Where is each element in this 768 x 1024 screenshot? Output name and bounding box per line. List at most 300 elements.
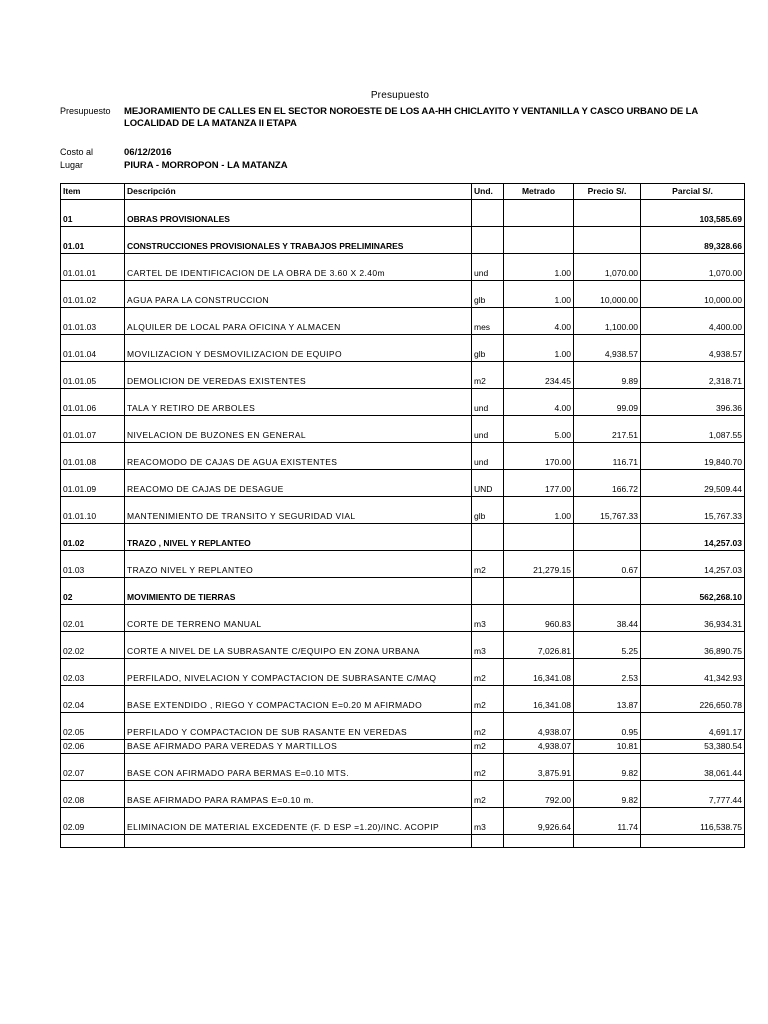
row-descripcion: MOVIMIENTO DE TIERRAS (125, 591, 472, 605)
empty-cell (574, 308, 641, 322)
empty-cell (641, 578, 745, 592)
empty-cell (61, 754, 125, 768)
row-item: 02.09 (61, 821, 125, 835)
empty-cell (61, 308, 125, 322)
spacer-row (61, 808, 745, 822)
lugar-label: Lugar (60, 160, 84, 170)
row-und: m2 (472, 740, 504, 754)
row-und: UND (472, 483, 504, 497)
row-und: und (472, 456, 504, 470)
row-item: 01.01.04 (61, 348, 125, 362)
empty-cell (574, 632, 641, 646)
empty-cell (641, 362, 745, 376)
table-row (61, 699, 745, 713)
empty-cell (641, 335, 745, 349)
empty-cell (61, 524, 125, 538)
row-metrado: 3,875.91 (504, 767, 574, 781)
row-und: m2 (472, 794, 504, 808)
empty-cell (125, 578, 472, 592)
empty-cell (125, 389, 472, 403)
costo-date: 06/12/2016 (124, 147, 172, 158)
spacer-row (61, 443, 745, 457)
empty-cell (574, 605, 641, 619)
row-precio: 9.82 (574, 767, 641, 781)
row-item: 02.07 (61, 767, 125, 781)
empty-cell (574, 551, 641, 565)
row-descripcion: DEMOLICION DE VEREDAS EXISTENTES (125, 375, 472, 389)
empty-cell (574, 713, 641, 727)
row-und: m2 (472, 699, 504, 713)
empty-cell (472, 227, 504, 241)
row-parcial: 7,777.44 (641, 794, 745, 808)
empty-cell (641, 551, 745, 565)
empty-cell (125, 362, 472, 376)
row-und: glb (472, 510, 504, 524)
table-row (61, 483, 745, 497)
empty-cell (125, 632, 472, 646)
empty-cell (61, 254, 125, 268)
empty-cell (125, 686, 472, 700)
row-metrado: 234.45 (504, 375, 574, 389)
empty-cell (125, 781, 472, 795)
row-descripcion: BASE AFIRMADO PARA VEREDAS Y MARTILLOS (125, 740, 472, 754)
row-descripcion: PERFILADO, NIVELACION Y COMPACTACION DE SUBRASANTE C/MAQ (125, 672, 472, 686)
empty-cell (472, 808, 504, 822)
row-metrado (504, 591, 574, 605)
empty-cell (472, 659, 504, 673)
spacer-row (61, 497, 745, 511)
row-item: 02.04 (61, 699, 125, 713)
col-header-precio: Precio S/. (574, 184, 641, 200)
empty-cell (125, 497, 472, 511)
row-precio: 166.72 (574, 483, 641, 497)
row-precio: 0.67 (574, 564, 641, 578)
empty-cell (472, 551, 504, 565)
row-und: glb (472, 348, 504, 362)
empty-cell (504, 632, 574, 646)
row-descripcion: NIVELACION DE BUZONES EN GENERAL (125, 429, 472, 443)
table-row (61, 429, 745, 443)
row-descripcion: OBRAS PROVISIONALES (125, 213, 472, 227)
table-row (61, 375, 745, 389)
table-row (61, 794, 745, 808)
row-precio: 116.71 (574, 456, 641, 470)
row-descripcion: CARTEL DE IDENTIFICACION DE LA OBRA DE 3.60 X 2.40m (125, 267, 472, 281)
empty-cell (61, 835, 125, 848)
empty-cell (61, 551, 125, 565)
empty-cell (472, 254, 504, 268)
empty-cell (504, 605, 574, 619)
row-metrado: 1.00 (504, 294, 574, 308)
spacer-row (61, 362, 745, 376)
empty-cell (641, 808, 745, 822)
row-metrado: 9,926.64 (504, 821, 574, 835)
spacer-row (61, 470, 745, 484)
lugar-value: PIURA - MORROPON - LA MATANZA (124, 160, 288, 171)
empty-cell (125, 470, 472, 484)
row-metrado: 4,938.07 (504, 740, 574, 754)
row-und: m2 (472, 767, 504, 781)
row-und: glb (472, 294, 504, 308)
empty-cell (504, 551, 574, 565)
empty-cell (125, 835, 472, 848)
row-und (472, 537, 504, 551)
row-descripcion: MOVILIZACION Y DESMOVILIZACION DE EQUIPO (125, 348, 472, 362)
row-precio: 15,767.33 (574, 510, 641, 524)
row-descripcion: REACOMODO DE CAJAS DE AGUA EXISTENTES (125, 456, 472, 470)
empty-cell (504, 835, 574, 848)
empty-cell (504, 254, 574, 268)
empty-cell (61, 686, 125, 700)
row-precio (574, 240, 641, 254)
empty-cell (641, 632, 745, 646)
empty-cell (504, 335, 574, 349)
col-header-descripcion: Descripción (125, 184, 472, 200)
row-metrado: 4,938.07 (504, 726, 574, 740)
row-parcial: 14,257.03 (641, 537, 745, 551)
empty-cell (574, 578, 641, 592)
row-descripcion: CORTE A NIVEL DE LA SUBRASANTE C/EQUIPO EN ZONA URBANA (125, 645, 472, 659)
empty-cell (574, 686, 641, 700)
row-descripcion: AGUA PARA LA CONSTRUCCION (125, 294, 472, 308)
spacer-row (61, 754, 745, 768)
empty-cell (61, 781, 125, 795)
empty-cell (472, 470, 504, 484)
empty-cell (504, 200, 574, 214)
empty-cell (574, 497, 641, 511)
row-precio: 99.09 (574, 402, 641, 416)
row-precio (574, 213, 641, 227)
row-item: 02.05 (61, 726, 125, 740)
empty-cell (472, 281, 504, 295)
empty-cell (574, 470, 641, 484)
empty-cell (472, 200, 504, 214)
empty-cell (61, 808, 125, 822)
spacer-row (61, 632, 745, 646)
spacer-row (61, 781, 745, 795)
table-row (61, 456, 745, 470)
row-parcial: 4,938.57 (641, 348, 745, 362)
empty-cell (472, 524, 504, 538)
section-row (61, 240, 745, 254)
empty-cell (574, 254, 641, 268)
row-parcial: 226,650.78 (641, 699, 745, 713)
row-item: 01.01.02 (61, 294, 125, 308)
spacer-row (61, 389, 745, 403)
row-metrado: 4.00 (504, 402, 574, 416)
row-metrado: 16,341.08 (504, 672, 574, 686)
row-und: mes (472, 321, 504, 335)
page-title: Presupuesto (370, 90, 430, 101)
empty-cell (61, 335, 125, 349)
row-parcial: 103,585.69 (641, 213, 745, 227)
empty-cell (574, 781, 641, 795)
table-header-row (61, 184, 745, 200)
row-und: und (472, 429, 504, 443)
empty-cell (125, 254, 472, 268)
empty-cell (641, 835, 745, 848)
empty-cell (504, 281, 574, 295)
empty-cell (61, 713, 125, 727)
empty-cell (125, 808, 472, 822)
table-row (61, 402, 745, 416)
budget-table (60, 183, 745, 848)
row-metrado: 792.00 (504, 794, 574, 808)
empty-cell (472, 781, 504, 795)
row-item: 01.01.09 (61, 483, 125, 497)
empty-cell (641, 497, 745, 511)
presupuesto-label: Presupuesto (60, 106, 111, 116)
row-parcial: 53,380.54 (641, 740, 745, 754)
empty-cell (472, 632, 504, 646)
row-parcial: 396.36 (641, 402, 745, 416)
empty-cell (574, 389, 641, 403)
empty-cell (641, 659, 745, 673)
col-header-item: Item (61, 184, 125, 200)
row-item: 01.01.07 (61, 429, 125, 443)
row-metrado: 5.00 (504, 429, 574, 443)
row-metrado: 1.00 (504, 348, 574, 362)
table-row (61, 821, 745, 835)
row-parcial: 10,000.00 (641, 294, 745, 308)
empty-cell (641, 781, 745, 795)
row-item: 02.08 (61, 794, 125, 808)
table-row (61, 510, 745, 524)
row-und: m2 (472, 726, 504, 740)
empty-cell (472, 389, 504, 403)
row-precio: 5.25 (574, 645, 641, 659)
empty-cell (61, 281, 125, 295)
empty-cell (504, 754, 574, 768)
empty-cell (574, 200, 641, 214)
row-descripcion: BASE AFIRMADO PARA RAMPAS E=0.10 m. (125, 794, 472, 808)
row-metrado: 1.00 (504, 267, 574, 281)
empty-cell (472, 308, 504, 322)
row-descripcion: BASE CON AFIRMADO PARA BERMAS E=0.10 MTS. (125, 767, 472, 781)
empty-cell (574, 281, 641, 295)
col-header-parcial: Parcial S/. (641, 184, 745, 200)
empty-cell (472, 754, 504, 768)
empty-cell (472, 497, 504, 511)
row-precio (574, 537, 641, 551)
row-item: 01.01.06 (61, 402, 125, 416)
empty-cell (504, 686, 574, 700)
row-item: 01.03 (61, 564, 125, 578)
empty-cell (472, 605, 504, 619)
row-precio: 217.51 (574, 429, 641, 443)
table-row (61, 294, 745, 308)
spacer-row (61, 713, 745, 727)
spacer-row (61, 605, 745, 619)
empty-cell (641, 227, 745, 241)
empty-cell (574, 659, 641, 673)
row-precio: 9.89 (574, 375, 641, 389)
empty-cell (641, 416, 745, 430)
empty-cell (641, 713, 745, 727)
empty-cell (472, 578, 504, 592)
spacer-row (61, 578, 745, 592)
empty-cell (61, 389, 125, 403)
empty-cell (61, 416, 125, 430)
row-parcial: 1,087.55 (641, 429, 745, 443)
empty-cell (125, 524, 472, 538)
row-und: m3 (472, 618, 504, 632)
row-parcial: 89,328.66 (641, 240, 745, 254)
row-item: 02 (61, 591, 125, 605)
row-item: 02.03 (61, 672, 125, 686)
row-metrado: 177.00 (504, 483, 574, 497)
empty-cell (61, 470, 125, 484)
row-metrado (504, 537, 574, 551)
empty-cell (504, 524, 574, 538)
row-item: 01.01.03 (61, 321, 125, 335)
table-row (61, 645, 745, 659)
row-precio: 38.44 (574, 618, 641, 632)
row-parcial: 14,257.03 (641, 564, 745, 578)
empty-cell (574, 335, 641, 349)
empty-cell (641, 200, 745, 214)
row-metrado: 4.00 (504, 321, 574, 335)
spacer-row (61, 659, 745, 673)
empty-cell (504, 227, 574, 241)
col-header-und: Und. (472, 184, 504, 200)
col-header-metrado: Metrado (504, 184, 574, 200)
empty-cell (574, 835, 641, 848)
empty-cell (125, 443, 472, 457)
row-parcial: 15,767.33 (641, 510, 745, 524)
empty-cell (125, 754, 472, 768)
row-metrado: 16,341.08 (504, 699, 574, 713)
empty-cell (641, 281, 745, 295)
row-item: 02.02 (61, 645, 125, 659)
row-metrado: 1.00 (504, 510, 574, 524)
empty-cell (574, 808, 641, 822)
empty-cell (125, 227, 472, 241)
spacer-row (61, 835, 745, 848)
row-descripcion: BASE EXTENDIDO , RIEGO Y COMPACTACION E=0.20 M AFIRMADO (125, 699, 472, 713)
table-row (61, 348, 745, 362)
empty-cell (641, 470, 745, 484)
row-item: 01.01.05 (61, 375, 125, 389)
table-row (61, 618, 745, 632)
empty-cell (504, 308, 574, 322)
spacer-row (61, 686, 745, 700)
row-precio: 4,938.57 (574, 348, 641, 362)
row-und: m3 (472, 821, 504, 835)
row-item: 01.01 (61, 240, 125, 254)
empty-cell (61, 362, 125, 376)
empty-cell (61, 200, 125, 214)
row-precio (574, 591, 641, 605)
row-und: m3 (472, 645, 504, 659)
empty-cell (504, 443, 574, 457)
empty-cell (641, 524, 745, 538)
row-metrado: 21,279.15 (504, 564, 574, 578)
row-und (472, 591, 504, 605)
row-precio: 9.82 (574, 794, 641, 808)
empty-cell (504, 659, 574, 673)
empty-cell (504, 389, 574, 403)
section-row (61, 537, 745, 551)
table-row (61, 564, 745, 578)
row-parcial: 36,890.75 (641, 645, 745, 659)
empty-cell (61, 443, 125, 457)
spacer-row (61, 416, 745, 430)
empty-cell (125, 713, 472, 727)
row-metrado (504, 213, 574, 227)
empty-cell (61, 578, 125, 592)
row-metrado: 170.00 (504, 456, 574, 470)
row-metrado: 7,026.81 (504, 645, 574, 659)
row-descripcion: TRAZO NIVEL Y REPLANTEO (125, 564, 472, 578)
row-metrado (504, 240, 574, 254)
row-und: und (472, 267, 504, 281)
project-title: MEJORAMIENTO DE CALLES EN EL SECTOR NOROESTE DE LOS AA-HH CHICLAYITO Y VENTANILLA Y CASCO URBANO DE LA LOCALIDAD DE LA MATANZA II ETAPA (124, 106, 698, 129)
table-row (61, 740, 745, 754)
spacer-row (61, 524, 745, 538)
row-item: 02.06 (61, 740, 125, 754)
row-metrado: 960.83 (504, 618, 574, 632)
empty-cell (504, 416, 574, 430)
empty-cell (61, 497, 125, 511)
empty-cell (641, 254, 745, 268)
row-descripcion: MANTENIMIENTO DE TRANSITO Y SEGURIDAD VIAL (125, 510, 472, 524)
row-item: 01 (61, 213, 125, 227)
empty-cell (125, 308, 472, 322)
empty-cell (574, 362, 641, 376)
row-precio: 1,070.00 (574, 267, 641, 281)
row-und: m2 (472, 564, 504, 578)
empty-cell (125, 335, 472, 349)
row-descripcion: PERFILADO Y COMPACTACION DE SUB RASANTE EN VEREDAS (125, 726, 472, 740)
section-row (61, 591, 745, 605)
row-und (472, 213, 504, 227)
empty-cell (504, 497, 574, 511)
spacer-row (61, 308, 745, 322)
empty-cell (504, 578, 574, 592)
empty-cell (125, 416, 472, 430)
row-parcial: 4,691.17 (641, 726, 745, 740)
row-descripcion: ELIMINACION DE MATERIAL EXCEDENTE (F. D ESP =1.20)/INC. ACOPIP (125, 821, 472, 835)
empty-cell (61, 659, 125, 673)
row-item: 01.01.01 (61, 267, 125, 281)
empty-cell (504, 470, 574, 484)
row-parcial: 36,934.31 (641, 618, 745, 632)
row-descripcion: REACOMO DE CAJAS DE DESAGUE (125, 483, 472, 497)
row-item: 01.01.08 (61, 456, 125, 470)
empty-cell (504, 781, 574, 795)
row-precio: 2.53 (574, 672, 641, 686)
row-precio: 13.87 (574, 699, 641, 713)
empty-cell (574, 524, 641, 538)
row-precio: 0.95 (574, 726, 641, 740)
row-parcial: 4,400.00 (641, 321, 745, 335)
row-parcial: 116,538.75 (641, 821, 745, 835)
empty-cell (641, 686, 745, 700)
empty-cell (641, 605, 745, 619)
row-parcial: 19,840.70 (641, 456, 745, 470)
spacer-row (61, 200, 745, 214)
row-item: 01.01.10 (61, 510, 125, 524)
row-und: m2 (472, 672, 504, 686)
spacer-row (61, 227, 745, 241)
empty-cell (641, 308, 745, 322)
spacer-row (61, 254, 745, 268)
section-row (61, 213, 745, 227)
empty-cell (61, 605, 125, 619)
table-row (61, 767, 745, 781)
row-item: 02.01 (61, 618, 125, 632)
